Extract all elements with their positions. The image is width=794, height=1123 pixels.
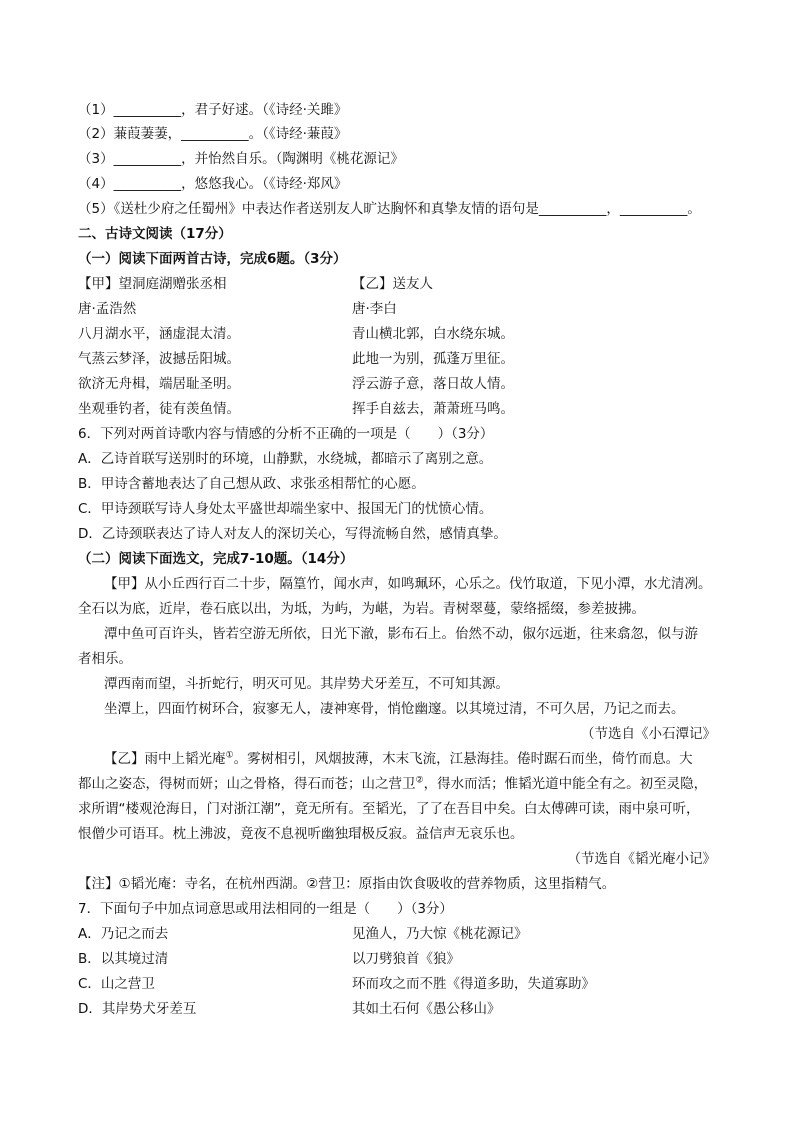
question-6-stem: 6．下列对两首诗歌内容与情感的分析不正确的一项是（ ）（3分） <box>78 426 494 442</box>
question-6-option-c: C．甲诗颈联写诗人身处太平盛世却端坐家中、报国无门的忧愤心情。 <box>78 501 493 517</box>
text-yi-segment: 【乙】雨中上韬光庵 <box>104 751 226 767</box>
question-7-option-right: 其如土石何《愚公移山》 <box>352 1001 501 1017</box>
question-6-option-a: A．乙诗首联写送别时的环境，山静默，水绕城，都暗示了离别之意。 <box>78 451 493 467</box>
text-jia-line: 者相乐。 <box>78 651 132 667</box>
poem-yi-line: 此地一为别，孤蓬万里征。 <box>352 351 514 367</box>
question-7-option-right: 环而攻之而不胜《得道多助，失道寡助》 <box>352 976 595 992</box>
question-7-option-right: 见渔人，乃大惊《桃花源记》 <box>352 926 528 942</box>
question-7-option-left: B．以其境过清 <box>78 951 169 967</box>
part-2-title: （二）阅读下面选文，完成7-10题。（14分） <box>78 551 354 567</box>
fill-in-2: （2）蒹葭萋萋，__________。（《诗经·蒹葭》 <box>78 126 348 142</box>
poem-yi-line: 挥手自兹去，萧萧班马鸣。 <box>352 401 514 417</box>
fill-in-1: （1）__________，君子好逑。（《诗经·关雎》 <box>78 102 348 118</box>
part-1-title: （一）阅读下面两首古诗，完成6题。（3分） <box>78 251 347 267</box>
question-7-stem: 7．下面句子中加点词意思或用法相同的一组是（ ）（3分） <box>78 901 453 917</box>
text-jia-source: （节选自《小石潭记》 <box>581 726 716 742</box>
text-jia-line: 全石以为底，近岸，卷石底以出，为坻，为屿，为嵁，为岩。青树翠蔓，蒙络摇缀，参差披拂。 <box>78 601 645 617</box>
footnote-marker: ② <box>415 775 424 786</box>
poem-jia-line: 坐观垂钓者，徒有羡鱼情。 <box>78 401 240 417</box>
text-yi-line: 恨僧少可语耳。枕上沸波，竟夜不息视听幽独瑁极反寂。益信声无哀乐也。 <box>78 826 524 842</box>
text-yi-segment: 。雾树相引，风烟披薄，木末飞流，江悬海挂。倦时踞石而坐，倚竹而息。大 <box>233 751 693 767</box>
footnote-marker: ① <box>225 750 234 761</box>
poem-jia-line: 欲济无舟楫，端居耻圣明。 <box>78 376 240 392</box>
text-jia-line: 【甲】从小丘西行百二十步，隔篁竹，闻水声，如鸣珮环，心乐之。伐竹取道，下见小潭，水尤清冽。 <box>104 576 712 592</box>
poem-jia-author: 唐·孟浩然 <box>78 301 137 317</box>
text-jia-line: 潭中鱼可百许头，皆若空游无所依，日光下澈，影布石上。佁然不动，俶尔远逝，往来翕忽，似与游 <box>104 626 698 642</box>
fill-in-3: （3）__________，并怡然自乐。（陶渊明《桃花源记》 <box>78 151 404 167</box>
poem-jia-line: 气蒸云梦泽，波撼岳阳城。 <box>78 351 240 367</box>
question-6-option-b: B．甲诗含蓄地表达了自己想从政、求张丞相帮忙的心愿。 <box>78 476 425 492</box>
poem-yi-title: 【乙】送友人 <box>352 276 433 292</box>
question-7-option-left: C．山之营卫 <box>78 976 155 992</box>
question-7-option-left: A．乃记之而去 <box>78 926 169 942</box>
text-yi-line <box>78 774 707 794</box>
text-yi-segment: ，得水而活；惟韬光道中能全有之。初至灵隐， <box>423 776 708 792</box>
text-yi-line: 求所谓“楼观沧海日，门对浙江潮”，竟无所有。至韬光，了了在吾目中矣。白太傅碑可读，雨中泉可听， <box>78 801 700 817</box>
text-yi-source: （节选自《韬光庵小记》 <box>567 851 716 867</box>
annotation-note: 【注】①韬光庵：寺名，在杭州西湖。②营卫：原指由饮食吸收的营养物质，这里指精气。 <box>78 876 616 892</box>
question-7-option-right: 以刀劈狼首《狼》 <box>352 951 460 967</box>
text-yi-line <box>104 749 693 769</box>
question-6-option-d: D．乙诗颈联表达了诗人对友人的深切关心，写得流畅自然，感情真挚。 <box>78 526 507 542</box>
text-jia-line: 潭西南而望，斗折蛇行，明灭可见。其岸势犬牙差互，不可知其源。 <box>104 676 509 692</box>
poem-yi-line: 青山横北郭，白水绕东城。 <box>352 326 514 342</box>
fill-in-4: （4）__________，悠悠我心。（《诗经·郑风》 <box>78 176 348 192</box>
fill-in-5: （5）《送杜少府之任蜀州》中表达作者送别友人旷达胸怀和真挚友情的语句是__________，__________。 <box>78 201 701 217</box>
text-yi-segment: 都山之姿态，得树而妍；山之骨格，得石而苍；山之营卫 <box>78 776 416 792</box>
section-2-title: 二、古诗文阅读（17分） <box>78 226 232 242</box>
text-jia-line: 坐潭上，四面竹树环合，寂寥无人，凄神寒骨，悄怆幽邃。以其境过清，不可久居，乃记之而去。 <box>104 701 685 717</box>
poem-jia-line: 八月湖水平，涵虚混太清。 <box>78 326 240 342</box>
poem-yi-line: 浮云游子意，落日故人情。 <box>352 376 514 392</box>
poem-jia-title: 【甲】望洞庭湖赠张丞相 <box>78 276 227 292</box>
poem-yi-author: 唐·李白 <box>352 301 397 317</box>
question-7-option-left: D．其岸势犬牙差互 <box>78 1001 197 1017</box>
